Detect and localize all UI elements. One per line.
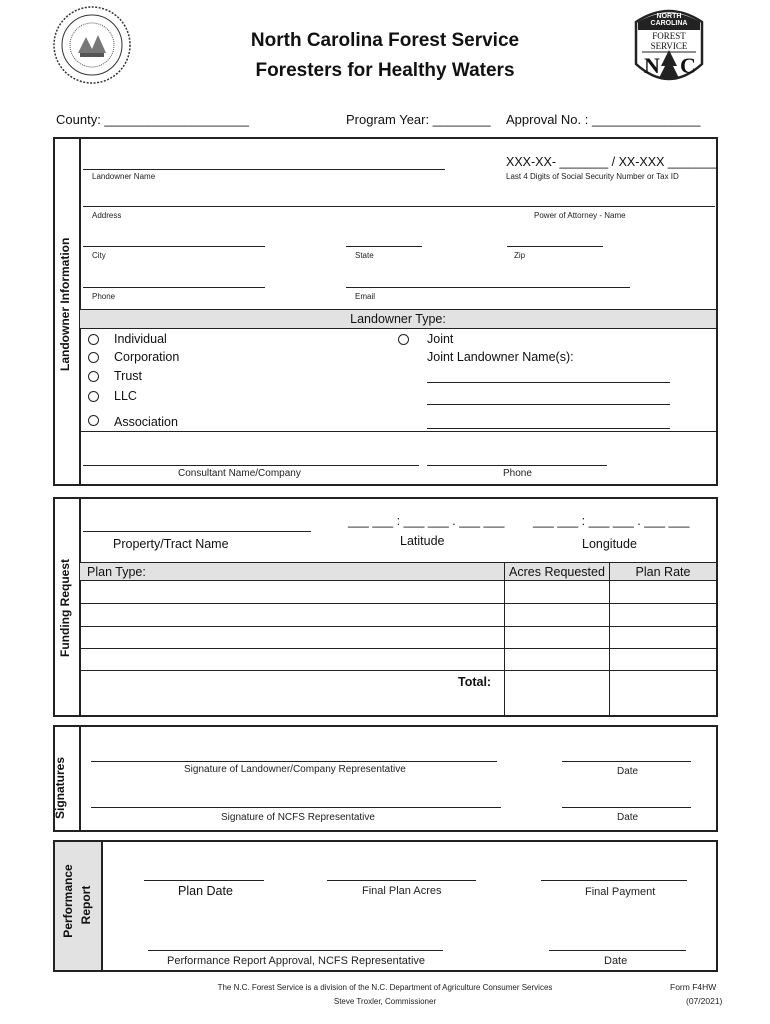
landowner-section-label: Landowner Information [58, 237, 72, 371]
plan-type-header: Plan Type: [87, 565, 146, 579]
signature-date-2-label: Date [617, 812, 639, 823]
longitude-label: Longitude [582, 537, 637, 551]
rate-header: Plan Rate [635, 565, 691, 579]
plan-row[interactable] [80, 626, 716, 627]
total-label: Total: [458, 675, 492, 689]
ncfs-signature-label: Signature of NCFS Representative [221, 812, 375, 823]
logo-top-text: NORTH CAROLINA [650, 13, 688, 27]
landowner-name-label: Landowner Name [92, 172, 156, 181]
radio-llc[interactable] [88, 391, 99, 402]
acres-header: Acres Requested [509, 565, 605, 579]
approval-number-field[interactable]: Approval No. : _______________ [506, 112, 701, 127]
funding-section-label: Funding Request [58, 559, 72, 657]
signatures-divider [79, 725, 81, 832]
footer-line-1: The N.C. Forest Service is a division of the N.C. Department of Agriculture Consumer Services [217, 983, 553, 992]
email-label: Email [355, 292, 376, 301]
consultant-label: Consultant Name/Company [178, 468, 301, 479]
phone-label: Phone [92, 292, 116, 301]
radio-corporation[interactable] [88, 352, 99, 363]
radio-association[interactable] [88, 415, 99, 426]
zip-label: Zip [514, 251, 526, 260]
state-label: State [355, 251, 374, 260]
page-title-line2: Foresters for Healthy Waters [255, 60, 515, 81]
page-title-line1: North Carolina Forest Service [250, 30, 520, 51]
landowner-type-heading: Landowner Type: [80, 309, 716, 329]
radio-individual[interactable] [88, 334, 99, 345]
latitude-field[interactable]: ___ ___ : ___ ___ . ___ ___ [348, 514, 505, 528]
county-field[interactable]: County: ____________________ [56, 112, 250, 127]
funding-divider [79, 497, 81, 717]
type-llc-label: LLC [114, 389, 137, 403]
performance-date-label: Date [604, 955, 628, 967]
performance-label-2: Report [79, 885, 93, 925]
poa-label: Power of Attorney - Name [534, 211, 626, 220]
type-individual-label: Individual [114, 332, 167, 346]
address-label: Address [92, 211, 122, 220]
consultant-phone-label: Phone [503, 468, 532, 479]
signatures-section-label: Signatures [53, 757, 67, 820]
logo-mid-text: FOREST SERVICE [650, 31, 688, 51]
landowner-signature-label: Signature of Landowner/Company Representative [184, 764, 406, 775]
type-trust-label: Trust [114, 369, 143, 383]
plan-row[interactable] [80, 648, 716, 649]
plan-row[interactable] [80, 670, 716, 671]
property-name-label: Property/Tract Name [113, 537, 229, 551]
signature-date-1-label: Date [617, 766, 639, 777]
funding-section [53, 497, 718, 717]
plan-row[interactable] [80, 603, 716, 604]
type-corporation-label: Corporation [114, 350, 180, 364]
performance-section [53, 840, 718, 972]
type-association-label: Association [114, 415, 178, 429]
type-joint-label: Joint [427, 332, 454, 346]
longitude-field[interactable]: ___ ___ : ___ ___ . ___ ___ [533, 514, 690, 528]
ssn-caption: Last 4 Digits of Social Security Number or Tax ID [506, 172, 679, 181]
logo-c-text: C [680, 53, 696, 78]
form-number: Form F4HW [670, 982, 717, 992]
final-payment-label: Final Payment [585, 886, 656, 898]
logo-n-text: N [644, 53, 660, 78]
plan-date-label: Plan Date [178, 884, 233, 898]
program-year-field[interactable]: Program Year: ________ [346, 112, 491, 127]
city-label: City [92, 251, 106, 260]
latitude-label: Latitude [400, 534, 445, 548]
radio-joint[interactable] [398, 334, 409, 345]
joint-names-label: Joint Landowner Name(s): [427, 350, 574, 364]
ssn-field[interactable]: XXX-XX- _______ / XX-XXX _______ [506, 155, 717, 169]
final-acres-label: Final Plan Acres [362, 885, 442, 897]
footer-line-2: Steve Troxler, Commissioner [333, 997, 437, 1006]
performance-label-1: Performance [61, 864, 75, 938]
performance-approval-label: Performance Report Approval, NCFS Representative [167, 955, 426, 967]
form-date: (07/2021) [686, 996, 723, 1006]
radio-trust[interactable] [88, 371, 99, 382]
